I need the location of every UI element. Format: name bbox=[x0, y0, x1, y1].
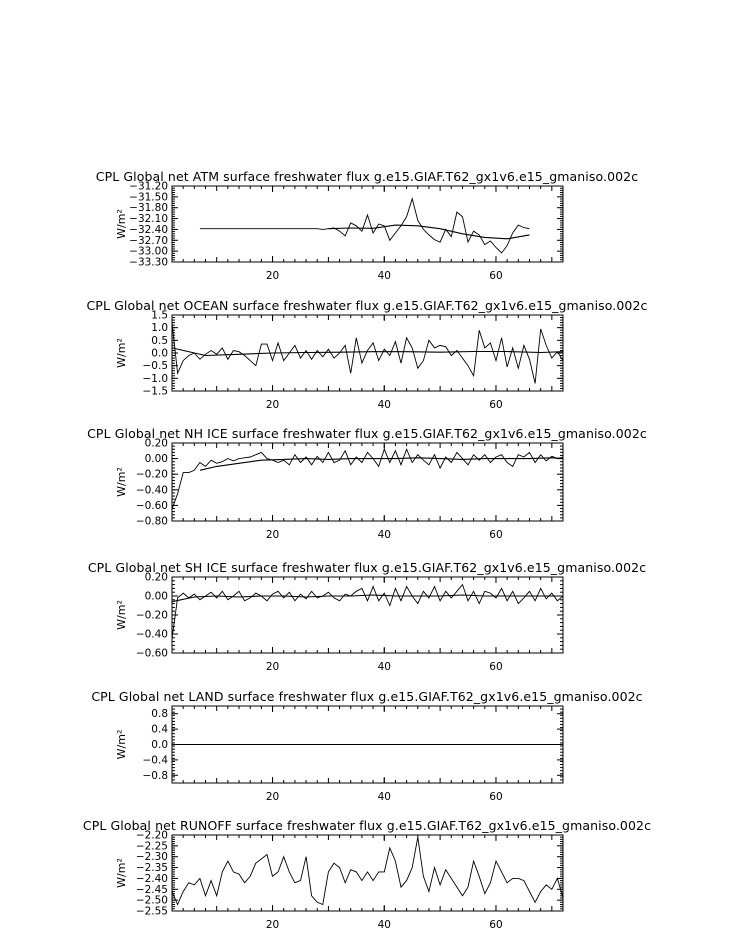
x-tick-label: 60 bbox=[489, 399, 503, 411]
y-axis-label: W/m² bbox=[115, 338, 128, 368]
y-tick-label: 0.8 bbox=[151, 708, 168, 721]
y-tick-label: −0.20 bbox=[135, 468, 168, 481]
y-axis-label: W/m² bbox=[115, 729, 128, 760]
y-tick-label: 0.20 bbox=[144, 437, 168, 450]
y-tick-label: −31.50 bbox=[129, 191, 168, 204]
y-tick-label: 0.00 bbox=[144, 453, 168, 466]
y-tick-label: −2.20 bbox=[135, 829, 168, 842]
chart-title: CPL Global net SH ICE surface freshwater flux g.e15.GIAF.T62_gx1v6.e15_gmaniso.002c bbox=[87, 560, 647, 575]
y-tick-label: −32.40 bbox=[129, 223, 168, 236]
y-tick-label: −32.10 bbox=[129, 213, 168, 226]
y-tick-label: −1.0 bbox=[142, 372, 168, 385]
x-tick-label: 60 bbox=[489, 661, 503, 673]
series-line-1 bbox=[172, 837, 563, 904]
x-tick-label: 20 bbox=[265, 270, 280, 282]
series-line-1 bbox=[172, 323, 563, 384]
y-tick-label: −0.8 bbox=[142, 769, 168, 782]
y-tick-label: −31.20 bbox=[129, 180, 168, 193]
series-line-2 bbox=[200, 458, 563, 471]
chart-title: CPL Global net NH ICE surface freshwater flux g.e15.GIAF.T62_gx1v6.e15_gmaniso.002c bbox=[87, 426, 647, 441]
y-tick-label: −0.4 bbox=[142, 754, 168, 767]
y-tick-label: −33.00 bbox=[129, 245, 168, 258]
y-tick-label: −0.80 bbox=[135, 515, 168, 528]
plot-frame bbox=[172, 577, 563, 653]
y-tick-label: 0.00 bbox=[144, 590, 168, 603]
x-tick-label: 60 bbox=[489, 791, 503, 803]
chart-title: CPL Global net RUNOFF surface freshwater flux g.e15.GIAF.T62_gx1v6.e15_gmaniso.002c bbox=[82, 818, 652, 833]
series-line-2 bbox=[328, 225, 529, 239]
y-tick-label: −2.35 bbox=[135, 862, 168, 875]
x-tick-label: 40 bbox=[377, 791, 391, 803]
x-tick-label: 20 bbox=[265, 919, 280, 931]
chart-panel-4 bbox=[88, 560, 646, 673]
y-tick-label: −2.40 bbox=[135, 872, 168, 885]
y-tick-label: 1.0 bbox=[151, 322, 168, 335]
x-tick-label: 60 bbox=[489, 270, 503, 282]
chart-panel-1 bbox=[96, 169, 638, 282]
y-tick-label: −2.45 bbox=[135, 883, 168, 896]
y-tick-label: 0.20 bbox=[144, 571, 168, 584]
y-tick-label: −33.30 bbox=[129, 256, 168, 269]
x-tick-label: 40 bbox=[377, 529, 391, 541]
y-tick-label: 0.4 bbox=[151, 723, 168, 736]
chart-panel-3 bbox=[87, 426, 647, 541]
y-tick-label: −2.55 bbox=[135, 905, 168, 918]
y-tick-label: −0.5 bbox=[142, 360, 168, 373]
y-tick-label: −1.5 bbox=[142, 385, 168, 398]
y-tick-label: −2.30 bbox=[135, 851, 168, 864]
y-axis-label: W/m² bbox=[115, 209, 128, 239]
chart-panel-6 bbox=[83, 818, 651, 931]
y-tick-label: −32.70 bbox=[129, 234, 168, 247]
x-tick-label: 40 bbox=[377, 919, 391, 931]
x-tick-label: 20 bbox=[265, 399, 280, 411]
y-tick-label: 0.0 bbox=[151, 347, 168, 360]
plot-frame bbox=[172, 443, 563, 521]
y-tick-label: 0.0 bbox=[151, 739, 168, 751]
chart-title: CPL Global net LAND surface freshwater flux g.e15.GIAF.T62_gx1v6.e15_gmaniso.002c bbox=[91, 689, 643, 704]
series-line-1 bbox=[200, 199, 530, 253]
x-tick-label: 40 bbox=[377, 661, 391, 673]
y-tick-label: −0.40 bbox=[135, 628, 168, 641]
x-tick-label: 20 bbox=[265, 529, 280, 541]
y-tick-label: −0.40 bbox=[135, 484, 168, 497]
y-tick-label: −2.50 bbox=[135, 894, 168, 907]
chart-panel-5 bbox=[91, 689, 642, 803]
y-tick-label: 1.5 bbox=[151, 309, 168, 322]
series-line-1 bbox=[172, 585, 563, 639]
y-tick-label: −0.20 bbox=[135, 609, 168, 622]
y-axis-label: W/m² bbox=[115, 600, 128, 630]
x-tick-label: 40 bbox=[377, 270, 391, 282]
chart-title: CPL Global net OCEAN surface freshwater flux g.e15.GIAF.T62_gx1v6.e15_gmaniso.002c bbox=[86, 298, 648, 313]
y-tick-label: −31.80 bbox=[129, 202, 168, 215]
y-tick-label: −0.60 bbox=[135, 499, 168, 512]
y-tick-label: −0.60 bbox=[135, 647, 168, 660]
x-tick-label: 60 bbox=[489, 529, 503, 541]
x-tick-label: 20 bbox=[265, 791, 280, 803]
x-tick-label: 60 bbox=[489, 919, 503, 931]
plot-frame bbox=[172, 835, 563, 911]
y-tick-label: 0.5 bbox=[151, 334, 168, 347]
x-tick-label: 20 bbox=[265, 661, 280, 673]
chart-panel-2 bbox=[86, 298, 647, 411]
y-axis-label: W/m² bbox=[115, 858, 128, 888]
chart-title: CPL Global net ATM surface freshwater flux g.e15.GIAF.T62_gx1v6.e15_gmaniso.002c bbox=[95, 169, 639, 184]
plot-frame bbox=[172, 186, 563, 262]
y-axis-label: W/m² bbox=[115, 467, 128, 497]
x-tick-label: 40 bbox=[377, 399, 391, 411]
y-tick-label: −2.25 bbox=[135, 840, 168, 853]
